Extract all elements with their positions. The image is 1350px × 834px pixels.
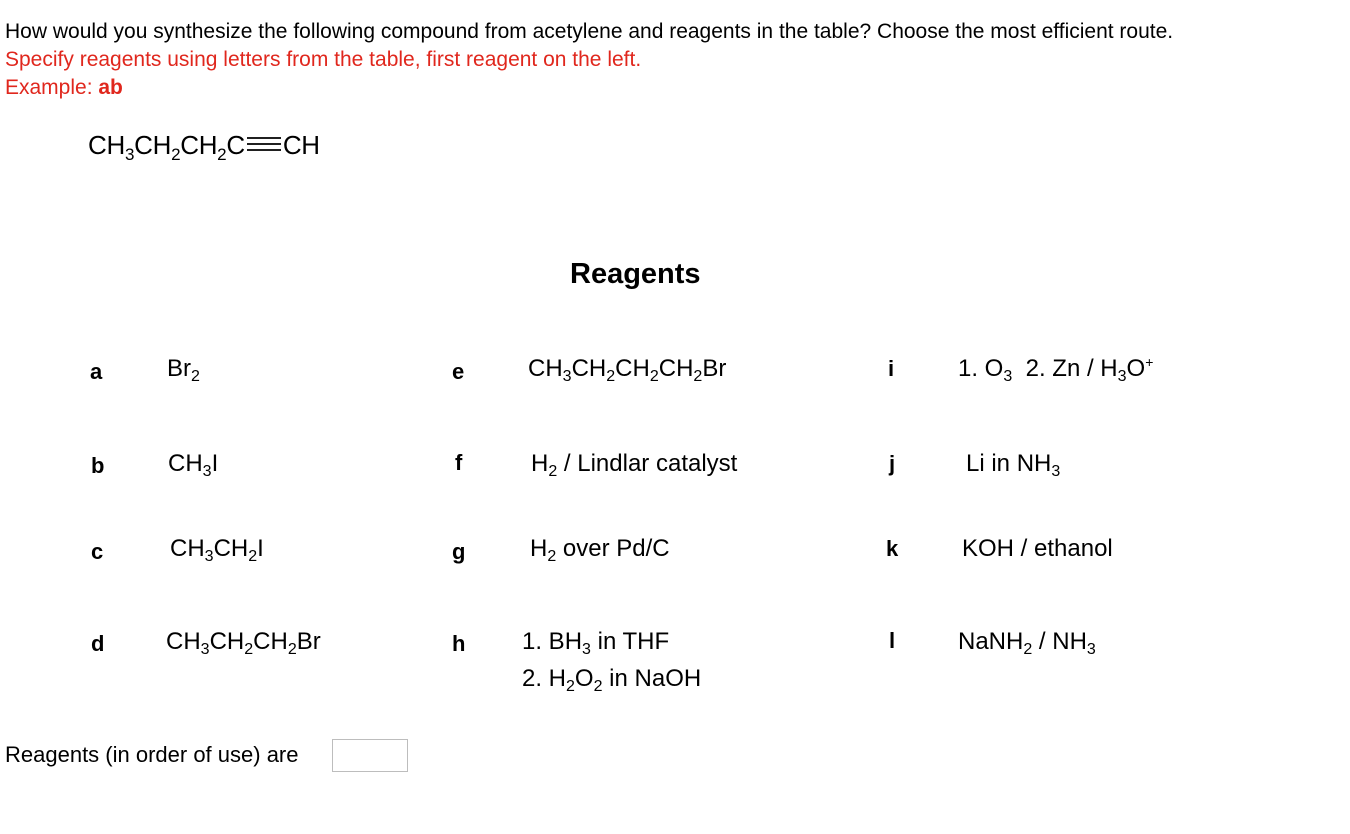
triple-bond-icon [246,136,282,152]
reagent-letter-g: g [452,539,466,564]
example-label: Example: [5,76,99,99]
reagent-e: $CH_3CH_2CH_2CH_2Br$ [528,355,727,385]
reagent-letter-d: d [91,631,105,656]
reagent-g: $H_2$ over Pd/C [530,535,670,565]
reagent-letter-l: l [889,628,896,653]
reagent-k: KOH / ethanol [962,535,1113,562]
reagent-a: $Br_2$ [167,355,200,385]
reagent-c: $CH_3CH_2I$ [170,535,264,565]
target-compound: $CH_3CH_2CH_2C$ CH [88,130,320,164]
answer-label: Reagents (in order of use) are [5,742,299,767]
reagent-l: NaNH$_2$ / $NH_3$ [958,628,1096,658]
reagent-letter-k: k [886,536,899,561]
reagent-h-line2: 2. $H_2O_2$ in NaOH [522,665,702,695]
question-prompt: How would you synthesize the following compound from acetylene and reagents in the table? Choose the most efficient route. [5,20,1174,43]
reagent-b: $CH_3I$ [168,450,219,480]
reagent-letter-j: j [889,451,896,476]
reagent-h-line1: 1. $BH_3$ in THF [522,628,670,658]
reagent-i: 1. $O_3$ 2. Zn / $H_3O^+$ [958,354,1154,385]
question-instruction: Specify reagents using letters from the table, first reagent on the left. [5,48,642,71]
reagent-f: $H_2$ / Lindlar catalyst [531,450,738,480]
reagent-letter-f: f [455,450,463,475]
reagent-letter-i: i [888,356,895,381]
reagent-letter-e: e [452,359,465,384]
reagent-letter-c: c [91,539,104,564]
reagent-letter-b: b [91,453,105,478]
reagent-letter-h: h [452,631,466,656]
answer-input[interactable] [332,739,408,772]
reagents-heading: Reagents [570,258,701,290]
example-line [5,74,123,102]
reagent-d: $CH_3CH_2CH_2Br$ [166,628,321,658]
reagent-j: Li in $NH_3$ [966,450,1061,480]
reagent-letter-a: a [90,359,103,384]
example-value: ab [98,76,123,99]
